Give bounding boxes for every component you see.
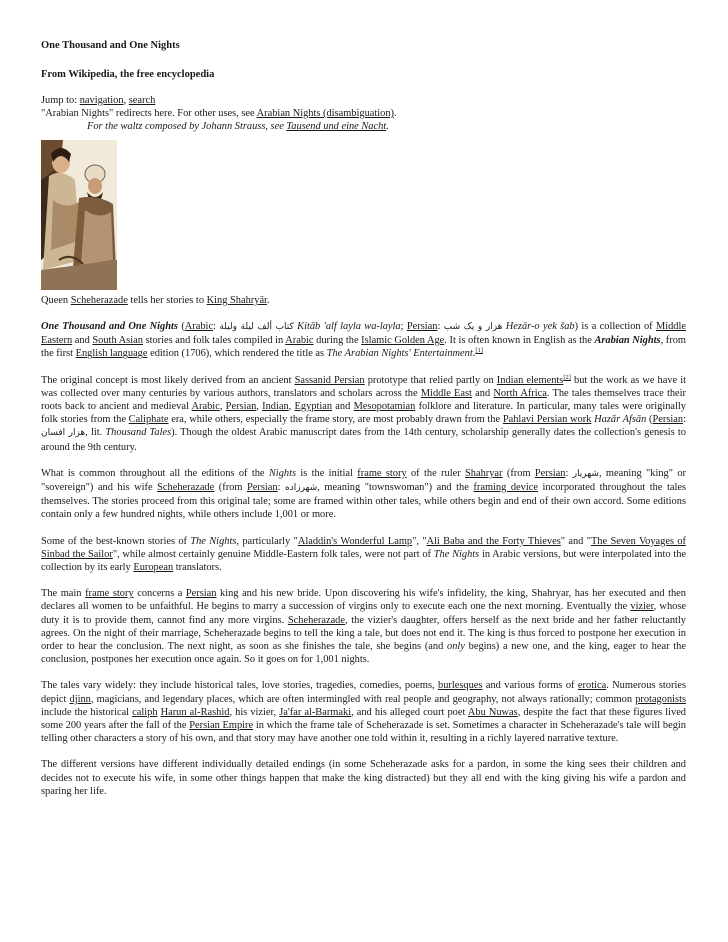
p3-text: What is common throughout all the editions of the (41, 467, 269, 479)
p1-text: edition (1706), which rendered the title as (147, 348, 327, 360)
p5-text: , whose duty it is to provide them, cannot find any more virgins. (41, 601, 686, 626)
p5-text: concerns a (133, 588, 186, 600)
egyptian-link[interactable]: Egyptian (294, 401, 333, 413)
p2-text: , (256, 401, 263, 413)
p1-text: ; (400, 321, 407, 332)
persian-empire-link[interactable]: Persian Empire (189, 720, 254, 732)
article (41, 40, 686, 798)
waltz-note (41, 120, 686, 133)
p2-text: : (683, 414, 686, 426)
paragraph-intro (41, 320, 686, 361)
p1-text: . (472, 348, 476, 360)
burlesques-link[interactable]: burlesques (438, 680, 483, 692)
caption-text: Queen (41, 295, 71, 306)
framing-device-link[interactable]: framing device (473, 482, 538, 494)
persian-link[interactable]: Persian (534, 467, 566, 479)
caption-end: . (266, 295, 270, 306)
waltz-end: . (386, 121, 389, 132)
redirect-text: "Arabian Nights" redirects here. For other uses, see (41, 108, 257, 119)
persian-text: شهریار (572, 468, 599, 479)
p1-text: and (72, 335, 93, 347)
transliteration: Kitāb 'alf layla wa-layla (297, 321, 401, 332)
erotica-link[interactable]: erotica (577, 680, 607, 692)
reference-link[interactable]: [1] (475, 347, 483, 355)
p3-text: is the initial (296, 467, 358, 479)
harun-al-rashid-link[interactable]: Harun al-Rashid (160, 706, 230, 718)
thousand-tales-title: Thousand Tales (105, 427, 172, 439)
p2-text: prototype that relied partly on (364, 374, 497, 386)
middle-eastern-link[interactable]: Middle Eastern (41, 321, 686, 347)
p2-text: folklore and literature. In particular, many tales were originally folk stories from the (41, 401, 686, 426)
north-africa-link[interactable]: North Africa (493, 387, 547, 399)
reference-link[interactable]: [2] (563, 373, 571, 381)
redirect-end: . (394, 108, 397, 119)
p4-text: " and " (560, 535, 591, 547)
south-asian-link[interactable]: South Asian (92, 335, 143, 347)
p5-text: king and his new bride. Upon discovering his wife's infidelity, the king, Shahryar, has her executed and then declares all women to be unfaithful. He begins to marry a succession of virgins only to execute each one the next morning. Eventually the (41, 588, 686, 613)
p2-text: ). Though the oldest Arabic manuscript dates from the 14th century, scholarship generally dates the collection's genesis to around the 9th century. (41, 427, 686, 453)
jump-prefix: Jump to: (41, 95, 80, 106)
p6-text: include the historical (41, 706, 133, 718)
persian-transliteration: Hezār-o yek šab (505, 321, 575, 332)
p2-text: , lit. (85, 427, 106, 439)
scheherazade-image[interactable] (41, 140, 117, 290)
indian-elements-link[interactable]: Indian elements (496, 374, 564, 386)
caliph-link[interactable]: caliph (132, 706, 158, 718)
paragraph-endings: The different versions have different individually detailed endings (in some Scheherazade asks for a pardon, in some the king sees their children and decides not to execute his wife, in some other things happen that make the king distracted) but they all end with the king giving his wife a pardon and sparing her life. (41, 759, 686, 797)
pahlavi-persian-work-link[interactable]: Pahlavi Persian work (502, 414, 592, 426)
p3-text: of the ruler (406, 467, 465, 479)
hazar-afsan-title: Hazār Afsān (594, 414, 647, 426)
jafar-al-barmaki-link[interactable]: Ja'far al-Barmaki (279, 706, 352, 718)
p3-text: (from (502, 467, 535, 479)
p6-text: , his vizier, (229, 706, 280, 718)
p2-text: , (288, 401, 295, 413)
sassanid-persian-link[interactable]: Sassanid Persian (294, 374, 365, 386)
p4-text: in Arabic versions, but were interpolated into the collection by its early (41, 548, 687, 574)
shahryar-link[interactable]: King Shahryār (206, 295, 267, 306)
page-subtitle: From Wikipedia, the free encyclopedia (41, 69, 215, 80)
title-bold: One Thousand and One Nights (41, 321, 178, 332)
navigation-link[interactable]: navigation (79, 95, 124, 106)
arabic-title: كتاب ألف ليلة وليلة (219, 322, 294, 332)
ali-baba-link[interactable]: Ali Baba and the Forty Thieves (426, 535, 561, 547)
p6-text: , and his alleged court poet (351, 706, 468, 718)
p6-text: . Numerous stories depict (41, 680, 686, 705)
arabian-nights-bold: Arabian Nights (594, 335, 661, 347)
p3-text: incorporated throughout the tales themselves. The stories proceed from this original tale; some are framed within other tales, while others begin and end of their own accord. Some editions contain only a few hundred nights, while others include 1,001 or more. (41, 482, 686, 521)
page-title: One Thousand and One Nights (41, 40, 180, 51)
scheherazade-illustration (41, 140, 117, 290)
image-caption (41, 294, 686, 307)
p6-text: The tales vary widely: they include historical tales, love stories, tragedies, comedies, poems, (41, 680, 438, 692)
jump-sep: , (123, 95, 129, 106)
persian-text: هزار افسان (41, 428, 86, 439)
arabic-link[interactable]: Arabic (191, 401, 220, 413)
paragraph-origins (41, 374, 686, 454)
p2-text: era, while others, especially the frame story, are most probably drawn from the (168, 414, 503, 426)
p1-text: , from the first (41, 335, 686, 360)
paragraph-main-frame (41, 587, 686, 666)
persian-link[interactable]: Persian (246, 482, 278, 494)
p4-text: , particularly " (236, 535, 298, 547)
p5-text: The main (41, 588, 86, 600)
p1-text: . It is often known in English as the (444, 335, 595, 347)
p2-text: The original concept is most likely derived from an ancient (41, 374, 295, 386)
p2-text: but the work as we have it was collected over many centuries by various authors, translators and scholars across the (41, 374, 686, 399)
redirect-note (41, 107, 686, 120)
p1-text: stories and folk tales compiled in (142, 335, 286, 347)
nights-title: Nights (268, 467, 297, 479)
shahryar-link[interactable]: Shahryar (465, 467, 503, 479)
p3-text: , meaning "king" or "sovereign") and his wife (41, 467, 687, 494)
entertainment-title: The Arabian Nights' Entertainment (326, 348, 473, 360)
english-language-link[interactable]: English language (75, 348, 148, 360)
indian-link[interactable]: Indian (262, 401, 289, 413)
p2-text: and (332, 401, 354, 413)
caption-mid: tells her stories to (127, 295, 207, 306)
waltz-text: For the waltz composed by Johann Strauss, see (87, 121, 287, 132)
p4-text: Some of the best-known stories of (41, 535, 191, 547)
jump-links (41, 94, 686, 107)
p4-text: ", " (412, 535, 427, 547)
persian-link[interactable]: Persian (406, 321, 438, 332)
persian-text: شهرزاده (285, 483, 318, 494)
p2-text: . The tales themselves trace their roots back to ancient and medieval (41, 387, 686, 413)
p1-text: ) is a collection of (574, 321, 656, 332)
waltz-link[interactable]: Tausend und eine Nacht (286, 121, 387, 132)
arabic-link[interactable]: Arabic (285, 335, 314, 347)
p3-text: , meaning "townswoman") and the (317, 482, 474, 494)
persian-link[interactable]: Persian (652, 414, 684, 426)
paragraph-frame-story (41, 467, 686, 522)
only-emphasis: only (447, 641, 465, 653)
search-link[interactable]: search (128, 95, 156, 106)
p1-text: : (437, 321, 444, 332)
frame-story-link[interactable]: frame story (357, 467, 407, 479)
protagonists-link[interactable]: protagonists (635, 693, 686, 705)
djinn-link[interactable]: djinn (69, 693, 91, 705)
mesopotamian-link[interactable]: Mesopotamian (353, 401, 416, 413)
p2-text: , (219, 401, 226, 413)
p4-text: translators. (173, 562, 222, 574)
p3-text: (from (214, 482, 247, 494)
nights-title: The Nights (190, 535, 237, 547)
p3-text: : (565, 467, 573, 479)
p3-text: : (277, 482, 286, 494)
p5-text: begins) a new one, and the king, eager to hear the conclusion, postpones her execution once again. So it goes on for 1,001 nights. (41, 641, 686, 666)
scheherazade-link[interactable]: Scheherazade (70, 295, 128, 306)
p6-text: in which the frame tale of Scheherazade is set. Sometimes a character in Scheherazade's tale will begin telling other characters a story of his own, and that story may have another one told within it, resulting in a richly layered narrative texture. (41, 720, 686, 745)
p1-text: during the (313, 335, 362, 347)
scheherazade-link[interactable]: Scheherazade (157, 482, 215, 494)
scheherazade-link[interactable]: Scheherazade (287, 614, 345, 626)
paragraph-best-known (41, 535, 686, 575)
nights-title: The Nights (433, 548, 480, 560)
middle-east-link[interactable]: Middle East (420, 387, 472, 399)
p5-text: , the vizier's daughter, offers herself as the next bride and her father reluctantly agrees. On the night of their marriage, Scheherazade begins to tell the king a tale, but does not end it. The king is thus forced to postpone her execution in order to hear the conclusion. The next night, as soon as she finishes the tale, she begins (and (41, 614, 686, 653)
p4-text: ", while almost certainly genuine Middle-Eastern folk tales, were not part of (112, 548, 434, 560)
paragraph-tales-vary (41, 679, 686, 745)
abu-nuwas-link[interactable]: Abu Nuwas (467, 706, 518, 718)
p6-text: and various forms of (482, 680, 578, 692)
arabic-link[interactable]: Arabic (184, 321, 214, 332)
vizier-link[interactable]: vizier (630, 601, 654, 613)
p1-text: ( (177, 321, 185, 332)
persian-link[interactable]: Persian (185, 588, 217, 600)
sinbad-link[interactable]: The Seven Voyages of Sinbad the Sailor (41, 535, 686, 560)
persian-title: هزار و یک شب (443, 322, 503, 332)
aladdin-link[interactable]: Aladdin's Wonderful Lamp (297, 535, 413, 547)
frame-story-link[interactable]: frame story (85, 588, 134, 600)
persian-link[interactable]: Persian (225, 401, 257, 413)
islamic-golden-age-link[interactable]: Islamic Golden Age (361, 335, 445, 347)
p6-text: , despite the fact that these figures lived some 200 years after the fall of the (41, 706, 686, 732)
caliphate-link[interactable]: Caliphate (128, 414, 169, 426)
p2-text: and (471, 387, 494, 399)
european-link[interactable]: European (133, 562, 174, 574)
p1-text: : (213, 321, 220, 332)
disambiguation-link[interactable]: Arabian Nights (disambiguation) (256, 108, 395, 119)
p6-text: , magicians, and legendary places, which are often intermingled with real people and geography, not always rationally; common (90, 693, 636, 705)
p2-text: ( (646, 414, 653, 426)
